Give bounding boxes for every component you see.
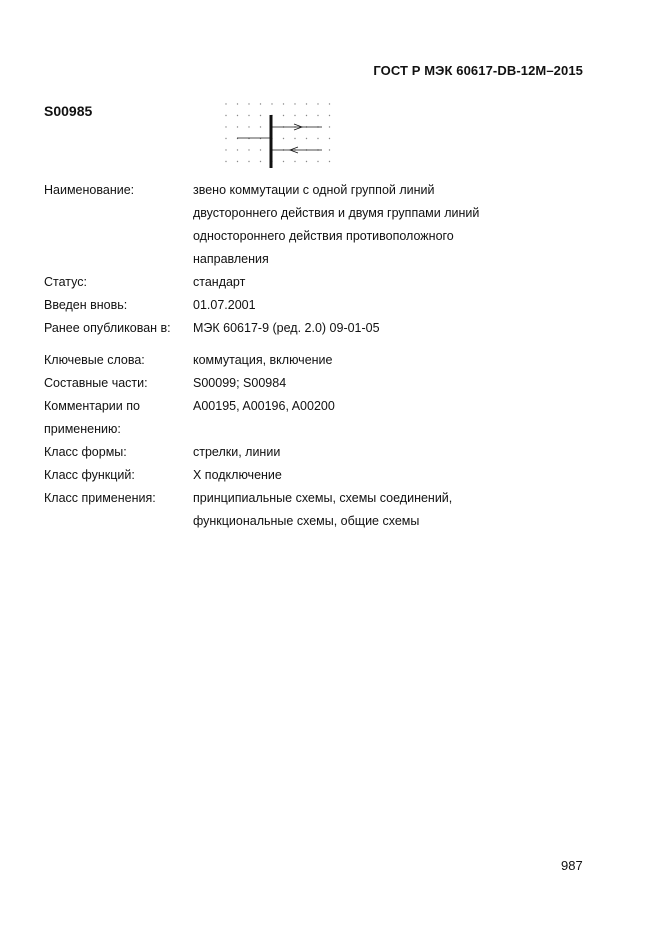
grid-dot [237, 161, 238, 162]
attribute-value [193, 271, 523, 294]
attribute-value-line: S00099; S00984 [193, 376, 287, 390]
grid-dot [306, 138, 307, 139]
attribute-value-line: стандарт [193, 275, 246, 289]
attribute-value [193, 487, 523, 533]
attribute-label [44, 179, 194, 202]
grid-dot [329, 161, 330, 162]
grid-dot [283, 115, 284, 116]
grid-dot [260, 161, 261, 162]
attribute-label-line: Составные части: [44, 376, 148, 390]
attribute-value-line: МЭК 60617-9 (ред. 2.0) 09-01-05 [193, 321, 380, 335]
attribute-label [44, 464, 194, 487]
attribute-value [193, 349, 523, 372]
grid-dot [237, 115, 238, 116]
grid-dot [329, 126, 330, 127]
attribute-label [44, 294, 194, 317]
grid-dot [317, 103, 318, 104]
grid-dot [248, 115, 249, 116]
grid-dot [260, 126, 261, 127]
attribute-value [193, 179, 523, 271]
grid-dot [329, 115, 330, 116]
grid-dot [225, 103, 226, 104]
attribute-value-line: звено коммутации с одной группой линий [193, 183, 435, 197]
grid-dot [329, 103, 330, 104]
grid-dot [225, 161, 226, 162]
grid-dot [248, 126, 249, 127]
attribute-label-line: Комментарии по [44, 399, 140, 413]
grid-dot [294, 138, 295, 139]
attribute-label-line: Ключевые слова: [44, 353, 145, 367]
grid-dot [248, 161, 249, 162]
page-number: 987 [561, 858, 583, 873]
attribute-label-line: Наименование: [44, 183, 135, 197]
grid-dot [283, 138, 284, 139]
attribute-value [193, 395, 523, 418]
grid-dot [260, 115, 261, 116]
attribute-value [193, 464, 523, 487]
grid-dot [294, 161, 295, 162]
grid-dot [306, 161, 307, 162]
attribute-label-line: Класс функций: [44, 468, 135, 482]
attribute-value [193, 294, 523, 317]
grid-dot [225, 138, 226, 139]
attribute-label-line: применению: [44, 422, 121, 436]
switching-link-symbol-icon [222, 98, 338, 178]
attribute-value-line: принципиальные схемы, схемы соединений, [193, 491, 453, 505]
grid-dot [225, 126, 226, 127]
grid-dot [260, 103, 261, 104]
grid-dot [317, 138, 318, 139]
grid-dot [248, 149, 249, 150]
grid-dot [306, 115, 307, 116]
attribute-value-line: A00195, A00196, A00200 [193, 399, 335, 413]
attribute-value [193, 372, 523, 395]
grid-dot [248, 103, 249, 104]
attribute-label [44, 271, 194, 294]
grid-dot [237, 103, 238, 104]
attribute-value-line: двустороннего действия и двумя группами линий [193, 206, 480, 220]
grid-dot [317, 161, 318, 162]
attribute-value-line: стрелки, линии [193, 445, 281, 459]
attribute-label-line: Статус: [44, 275, 87, 289]
attribute-value-line: 01.07.2001 [193, 298, 256, 312]
attribute-value-line: коммутация, включение [193, 353, 333, 367]
grid-dot [329, 138, 330, 139]
grid-dot [237, 126, 238, 127]
grid-dot [271, 103, 272, 104]
attribute-label [44, 395, 194, 441]
grid-dot [225, 115, 226, 116]
attribute-label-line: Класс применения: [44, 491, 156, 505]
grid-dot [225, 149, 226, 150]
attribute-label [44, 441, 194, 464]
attribute-label [44, 317, 194, 340]
attribute-value-line: направления [193, 252, 269, 266]
grid-dot [237, 149, 238, 150]
grid-dot [294, 115, 295, 116]
attribute-label-line: Ранее опубликован в: [44, 321, 171, 335]
grid-dot [294, 103, 295, 104]
attribute-value-line: функциональные схемы, общие схемы [193, 514, 420, 528]
grid-dot [283, 161, 284, 162]
attribute-label [44, 372, 194, 395]
attribute-value [193, 317, 523, 340]
document-header: ГОСТ Р МЭК 60617-DB-12M–2015 [373, 63, 583, 78]
grid-dot [306, 103, 307, 104]
grid-dot [260, 149, 261, 150]
attribute-value-line: одностороннего действия противоположного [193, 229, 454, 243]
symbol-code: S00985 [44, 103, 93, 119]
attribute-label [44, 487, 194, 510]
attribute-label-line: Введен вновь: [44, 298, 128, 312]
grid-dot [283, 103, 284, 104]
grid-dot [317, 115, 318, 116]
attribute-label [44, 349, 194, 372]
attribute-label-line: Класс формы: [44, 445, 127, 459]
grid-dot [329, 149, 330, 150]
attribute-value [193, 441, 523, 464]
attribute-value-line: X подключение [193, 468, 282, 482]
